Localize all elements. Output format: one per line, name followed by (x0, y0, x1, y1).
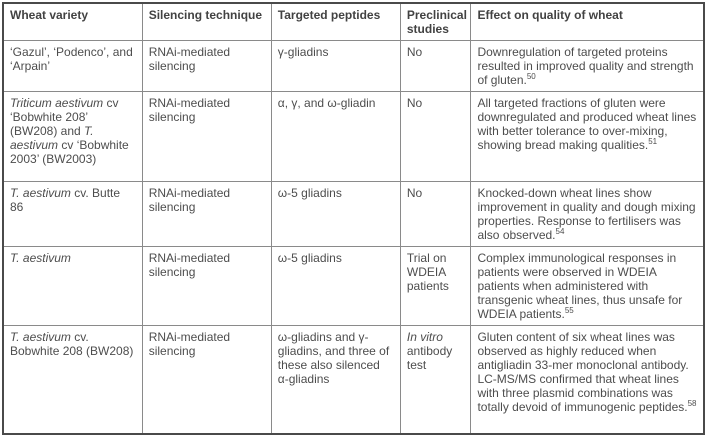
cell-variety (3, 247, 142, 326)
reference-superscript: 55 (564, 306, 574, 315)
cell-effect (471, 326, 704, 434)
table-row (3, 247, 704, 326)
cell-preclinical (400, 41, 471, 92)
cell-text: ω-5 gliadins (277, 186, 342, 200)
cell-text: Gluten content of six wheat lines was observed as highly reduced when antigliadin 33-mer monoclonal antibody. LC-MS/MS confirmed that wheat lines with three plasmid combinations was totally devoid of immunogenic peptides. (477, 330, 689, 414)
cell-text: Knocked-down wheat lines show improvement in quality and dough mixing properties. Response to fertilisers was also observed. (477, 186, 696, 242)
table-row (3, 182, 704, 247)
cell-technique (142, 41, 271, 92)
cell-text: γ-gliadins (277, 45, 329, 59)
cell-text: antibody test (406, 344, 453, 372)
cell-text: All targeted fractions of gluten were downregulated and produced wheat lines with better tolerance to over-mixing, showing bread making qualities. (477, 96, 697, 152)
column-header-effect: Effect on quality of wheat (471, 3, 704, 41)
column-header-technique: Silencing technique (142, 3, 271, 41)
cell-variety (3, 182, 142, 247)
italic-text: In vitro (406, 330, 443, 344)
cell-preclinical (400, 182, 471, 247)
reference-superscript: 51 (648, 137, 658, 146)
cell-effect (471, 92, 704, 182)
cell-peptides (271, 182, 400, 247)
cell-peptides (271, 41, 400, 92)
cell-text: RNAi-mediated silencing (148, 45, 231, 73)
cell-preclinical (400, 247, 471, 326)
header-row (3, 3, 704, 41)
reference-superscript: 58 (687, 399, 697, 408)
italic-text: T. aestivum (10, 186, 71, 200)
cell-peptides (271, 326, 400, 434)
cell-text: α, γ, and ω-gliadin (277, 96, 376, 110)
cell-text: cv ‘Bobwhite 2003’ (BW2003) (10, 138, 129, 166)
cell-effect (471, 247, 704, 326)
table-row (3, 41, 704, 92)
cell-text: cv. Butte 86 (10, 186, 121, 214)
cell-variety (3, 92, 142, 182)
wheat-silencing-table (2, 2, 705, 435)
cell-text: ‘Gazul’, ‘Podenco’, and ‘Arpain’ (10, 45, 133, 73)
column-header-peptides: Targeted peptides (271, 3, 400, 41)
column-header-variety: Wheat variety (3, 3, 142, 41)
cell-text: No (406, 45, 423, 59)
cell-variety (3, 41, 142, 92)
cell-effect (471, 41, 704, 92)
italic-text: T. aestivum (10, 330, 71, 344)
cell-technique (142, 182, 271, 247)
cell-text: cv ‘Bobwhite 208’ (BW208) and (10, 96, 119, 138)
cell-text: cv. Bobwhite 208 (BW208) (10, 330, 134, 358)
cell-text: RNAi-mediated silencing (148, 186, 231, 214)
reference-superscript: 50 (526, 72, 536, 81)
cell-text: No (406, 96, 423, 110)
cell-text: ω-gliadins and γ-gliadins, and three of these also silenced α-gliadins (277, 330, 390, 386)
cell-text: Downregulation of targeted proteins resulted in improved quality and strength of gluten. (477, 45, 694, 87)
italic-text: Triticum aestivum (10, 96, 104, 110)
cell-peptides (271, 92, 400, 182)
cell-text: ω-5 gliadins (277, 251, 342, 265)
cell-text: RNAi-mediated silencing (148, 330, 231, 358)
cell-technique (142, 92, 271, 182)
cell-technique (142, 326, 271, 434)
reference-superscript: 54 (555, 227, 565, 236)
cell-preclinical (400, 326, 471, 434)
table-header (3, 3, 704, 41)
cell-text: Trial on WDEIA patients (406, 251, 449, 293)
cell-preclinical (400, 92, 471, 182)
cell-text: No (406, 186, 423, 200)
cell-text: Complex immunological responses in patients were observed in WDEIA patients when administered with transgenic wheat lines, thus unsafe for WDEIA patients. (477, 251, 683, 321)
cell-effect (471, 182, 704, 247)
cell-peptides (271, 247, 400, 326)
table-row (3, 92, 704, 182)
column-header-preclinical: Preclinical studies (400, 3, 471, 41)
cell-variety (3, 326, 142, 434)
italic-text: T. aestivum (10, 251, 71, 265)
cell-technique (142, 247, 271, 326)
cell-text: RNAi-mediated silencing (148, 96, 231, 124)
table-body (3, 41, 704, 434)
table-row (3, 326, 704, 434)
italic-text: T. aestivum (10, 124, 94, 152)
cell-text: RNAi-mediated silencing (148, 251, 231, 279)
